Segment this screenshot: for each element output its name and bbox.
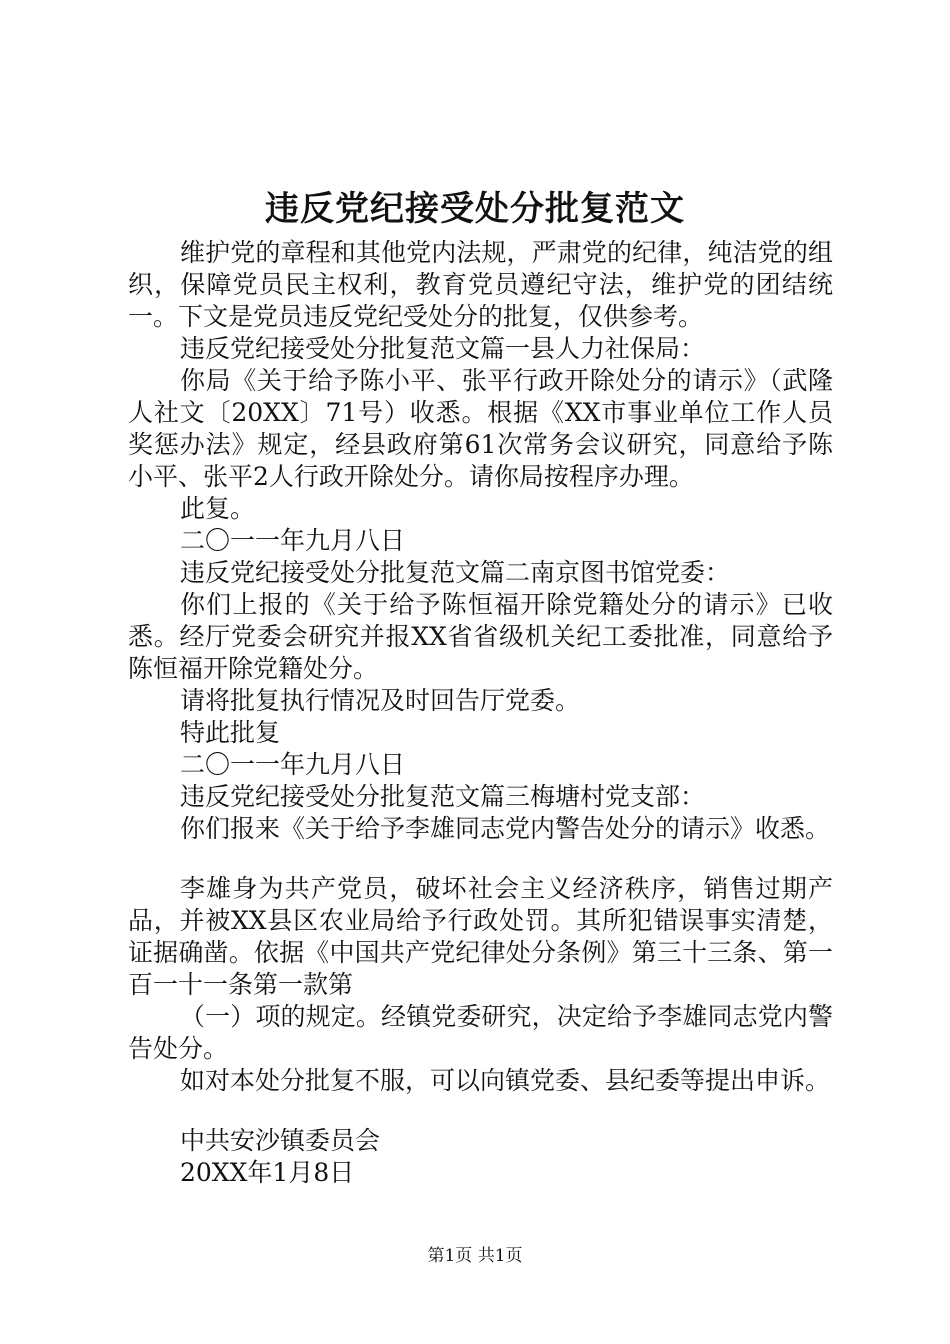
paragraph-section-three-received: 你们报来《关于给予李雄同志党内警告处分的请示》收悉。 bbox=[180, 814, 831, 843]
document-body bbox=[128, 237, 833, 1189]
paragraph-appeal-notice: 如对本处分批复不服，可以向镇党委、县纪委等提出申诉。 bbox=[180, 1066, 831, 1095]
paragraph-reply-closing: 此复。 bbox=[180, 494, 256, 523]
paragraph-date-one: 二〇一一年九月八日 bbox=[180, 526, 406, 555]
paragraph-section-three-heading: 违反党纪接受处分批复范文篇三梅塘村党支部： bbox=[180, 782, 706, 811]
spacer bbox=[128, 1097, 833, 1125]
paragraph-section-one-heading: 违反党纪接受处分批复范文篇一县人力社保局： bbox=[180, 334, 706, 363]
paragraph-section-two-request: 请将批复执行情况及时回告厅党委。 bbox=[180, 686, 581, 715]
page-footer: 第1页 共1页 bbox=[427, 1246, 523, 1266]
paragraph-intro: 维护党的章程和其他党内法规，严肃党的纪律，纯洁党的组织，保障党员民主权利，教育党员遵纪守法，维护党的团结统一。下文是党员违反党纪受处分的批复，仅供参考。 bbox=[128, 238, 833, 331]
paragraph-section-three-body: 李雄身为共产党员，破坏社会主义经济秩序，销售过期产品，并被XX县区农业局给予行政处罚。其所犯错误事实清楚，证据确凿。依据《中国共产党纪律处分条例》第三十三条、第一百一十一条第一款第 bbox=[128, 874, 833, 999]
signature-date: 20XX年1月8日 bbox=[180, 1158, 355, 1187]
spacer bbox=[128, 845, 833, 873]
paragraph-section-three-decision: （一）项的规定。经镇党委研究，决定给予李雄同志党内警告处分。 bbox=[128, 1002, 833, 1063]
document-title: 违反党纪接受处分批复范文 bbox=[265, 189, 685, 229]
paragraph-section-two-heading: 违反党纪接受处分批复范文篇二南京图书馆党委： bbox=[180, 558, 731, 587]
paragraph-date-two: 二〇一一年九月八日 bbox=[180, 750, 406, 779]
paragraph-section-one-body: 你局《关于给予陈小平、张平行政开除处分的请示》（武隆人社文〔20XX〕71号）收悉。根据《XX市事业单位工作人员奖惩办法》规定，经县政府第61次常务会议研究，同意给予陈小平、张平2人行政开除处分。请你局按程序办理。 bbox=[128, 366, 833, 491]
signature-organization: 中共安沙镇委员会 bbox=[180, 1126, 381, 1155]
paragraph-special-reply: 特此批复 bbox=[180, 718, 281, 747]
paragraph-section-two-body: 你们上报的《关于给予陈恒福开除党籍处分的请示》已收悉。经厅党委会研究并报XX省省级机关纪工委批准，同意给予陈恒福开除党籍处分。 bbox=[128, 590, 833, 683]
